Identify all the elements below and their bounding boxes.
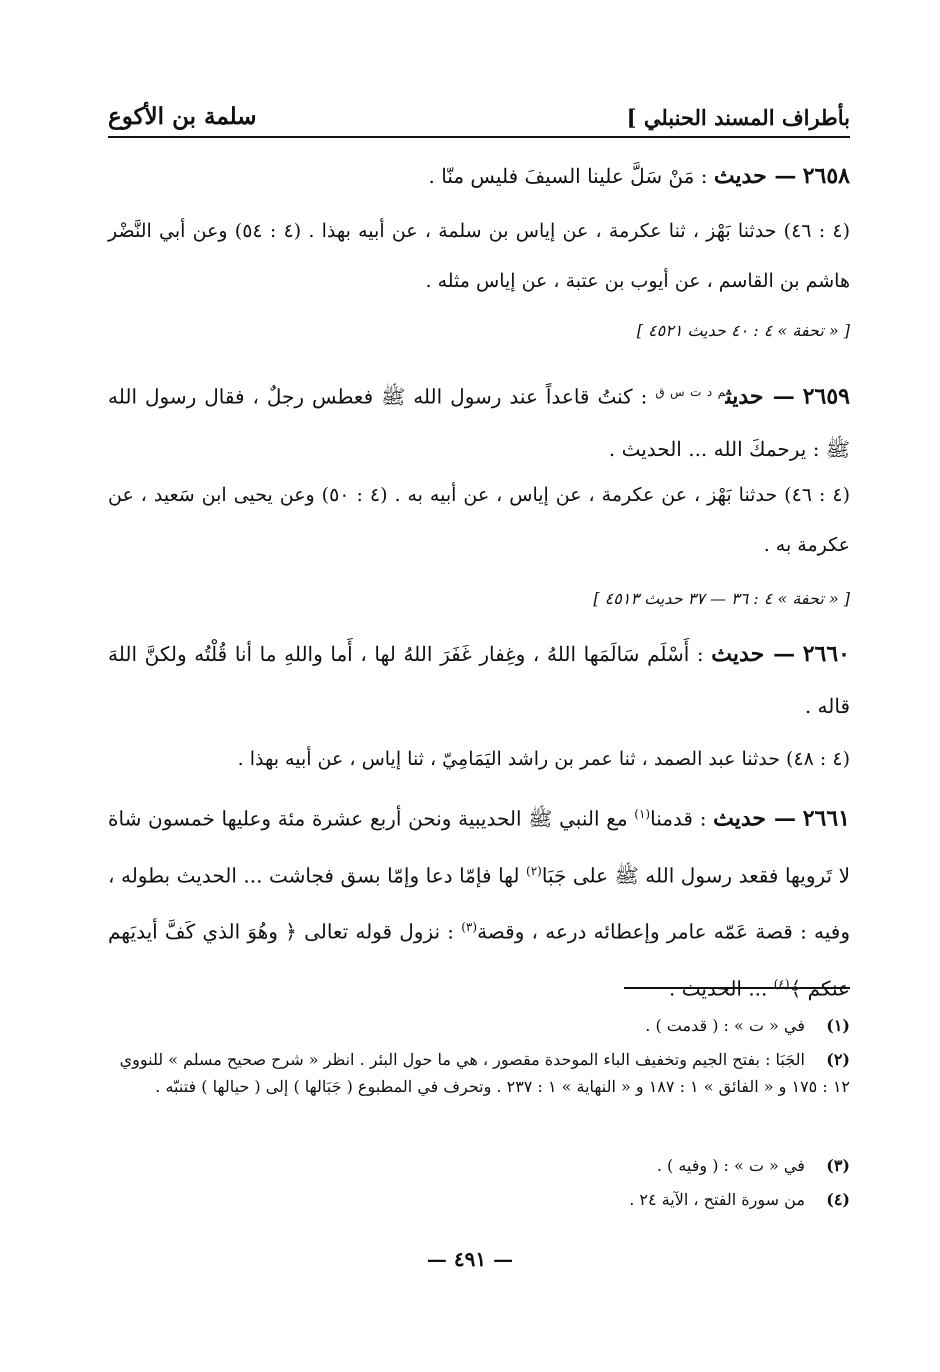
hadith-2659-source: (٤ : ٤٦) حدثنا بَهْز ، عن عكرمة ، عن إياس ، عن أبيه به . (٤ : ٥٠) وعن يحيى ابن سَعيد ، عن عكرمة به . <box>108 484 850 556</box>
footnote-number: (٤) <box>826 1190 850 1209</box>
footnote-text: من سورة الفتح ، الآية ٢٤ . <box>629 1190 805 1209</box>
hadith-keyword: حديث <box>711 641 765 667</box>
hadith-text-part: ... الحديث . <box>668 976 768 1001</box>
hadith-2660-source: (٤ : ٤٨) حدثنا عبد الصمد ، ثنا عمر بن راشد اليَمَامِيّ ، ثنا إياس ، عن أبيه بهذا . <box>237 748 850 770</box>
footnote-mark: (١) <box>634 807 651 821</box>
footnote-mark: (٢) <box>526 863 542 878</box>
footnote-text: في « ت » : ( وفيه ) . <box>656 1156 805 1175</box>
footnote-number: (٣) <box>826 1156 850 1175</box>
hadith-2658-reference <box>108 316 850 346</box>
hadith-number: ٢٦٥٨ <box>802 163 850 189</box>
book-title: بأطراف المسند الحنبلي ] <box>626 105 850 130</box>
hadith-number: ٢٦٦١ <box>802 805 850 832</box>
tuhfa-reference: [ « تحفة » ٤ : ٣٦ — ٣٧ حديث ٤٥١٣ ] <box>593 589 850 608</box>
hadith-text: : مَنْ سَلَّ علينا السيفَ فليس منّا . <box>428 164 708 188</box>
running-header <box>108 86 850 138</box>
hadith-2659: ٢٦٥٩ — حديث$^{م د ت س ق}$ : كنتُ قاعداً عند رسول الله ﷺ فعطس رجلٌ ، فقال رسول الله ﷺ : يرحمكَ الله ... الحديث . <box>108 383 850 461</box>
hadith-2658-source: (٤ : ٤٦) حدثنا بَهْز ، ثنا عكرمة ، عن إياس بن سلمة ، عن أبيه بهذا . (٤ : ٥٤) وعن أبي النَّضْر هاشم بن القاسم ، عن أيوب بن عتبة ، عن إياس مثله . <box>108 220 850 292</box>
footnote-mark: (٣) <box>461 920 478 935</box>
hadith-number: ٢٦٦٠ <box>802 641 850 667</box>
footnote-number: (٢) <box>826 1050 850 1069</box>
hadith-2658: ٢٦٥٨ — حديث : مَنْ سَلَّ علينا السيفَ فليس منّا . <box>428 163 850 189</box>
hadith-text-part: : نزول قوله تعالى ﴿ وهُوَ الذي كَفَّ أيديَهم عنكم ﴾ <box>108 919 850 1001</box>
hadith-keyword: حديث <box>725 383 764 410</box>
hadith-keyword: حديث <box>713 163 767 189</box>
footnote-divider <box>624 987 850 989</box>
hadith-2660: ٢٦٦٠ — حديث : أَسْلَم سَالَمَها اللهُ ، وغِفار غَفَرَ اللهُ لها ، أَما واللهِ ما أنا قُلْتُه ولكنَّ اللهَ قاله . <box>108 641 850 718</box>
footnote-2 <box>108 1046 850 1100</box>
hadith-text: : كنتُ قاعداً عند رسول الله ﷺ فعطس رجلٌ ، فقال رسول الله ﷺ : يرحمكَ الله ... الحديث . <box>108 384 850 461</box>
hadith-2661: ٢٦٦١ — حديث : قدمنا$^{(١)}$ مع النبي ﷺ الحديبية ونحن أربع عشرة مئة وعليها خمسون شاة لا تَرويها فقعد رسول الله ﷺ على جَبَا$^{(٢)}$ لها فإمّا دعا وإمّا بسق فجاشت ... الحديث بطوله ، وفيه : قصة عَمّه عامر وإعطائه درعه ، وقصة$^{(٣)}$ : نزول قوله تعالى ﴿ وهُوَ الذي كَفَّ أيديَهم عنكم ﴾$^{(٤)}$ ... الحديث . <box>108 805 851 1001</box>
collection-sigla: م د ت س ق <box>655 385 726 399</box>
footnote-mark: (٤) <box>773 976 790 991</box>
hadith-text-part: مع النبي ﷺ الحديبية ونحن أربع عشرة مئة وعليها خمسون شاة لا تَرويها فقعد رسول الله ﷺ على جَبَا <box>108 806 851 888</box>
footnote-3 <box>108 1152 850 1179</box>
hadith-2659-reference <box>108 584 850 614</box>
hadith-number: ٢٦٥٩ <box>802 383 850 410</box>
chapter-title: سلمة بن الأكوع <box>108 103 257 130</box>
page-number: — ٤٩١ — <box>426 1247 514 1271</box>
footnote-text: في « ت » : ( قدمت ) . <box>645 1016 805 1035</box>
footnote-1 <box>108 1012 850 1039</box>
footnote-4 <box>108 1186 850 1213</box>
footnote-number: (١) <box>826 1016 850 1035</box>
hadith-text: : أَسْلَم سَالَمَها اللهُ ، وغِفار غَفَرَ اللهُ لها ، أَما واللهِ ما أنا قُلْتُه ولكنَّ اللهَ قاله . <box>108 642 850 718</box>
tuhfa-reference: [ « تحفة » ٤ : ٤٠ حديث ٤٥٢١ ] <box>636 321 850 340</box>
footnote-text: الجَبَا : بفتح الجيم وتخفيف الباء الموحدة مقصور ، هي ما حول البئر . انظر « شرح صحيح مسلم » للنووي ١٢ : ١٧٥ و « الفائق » ١ : ١٨٧ و « النهاية » ١ : ٢٣٧ . وتحرف في المطبوع ( جَبَالها ) إلى ( حيالها ) فتنبّه . <box>119 1050 850 1096</box>
hadith-text-part: لها فإمّا دعا وإمّا بسق فجاشت ... الحديث بطوله ، وفيه : قصة عَمّه عامر وإعطائه درعه ، وقصة <box>108 863 851 944</box>
hadith-text-part: : قدمنا <box>650 806 707 831</box>
hadith-keyword: حديث <box>713 805 767 832</box>
